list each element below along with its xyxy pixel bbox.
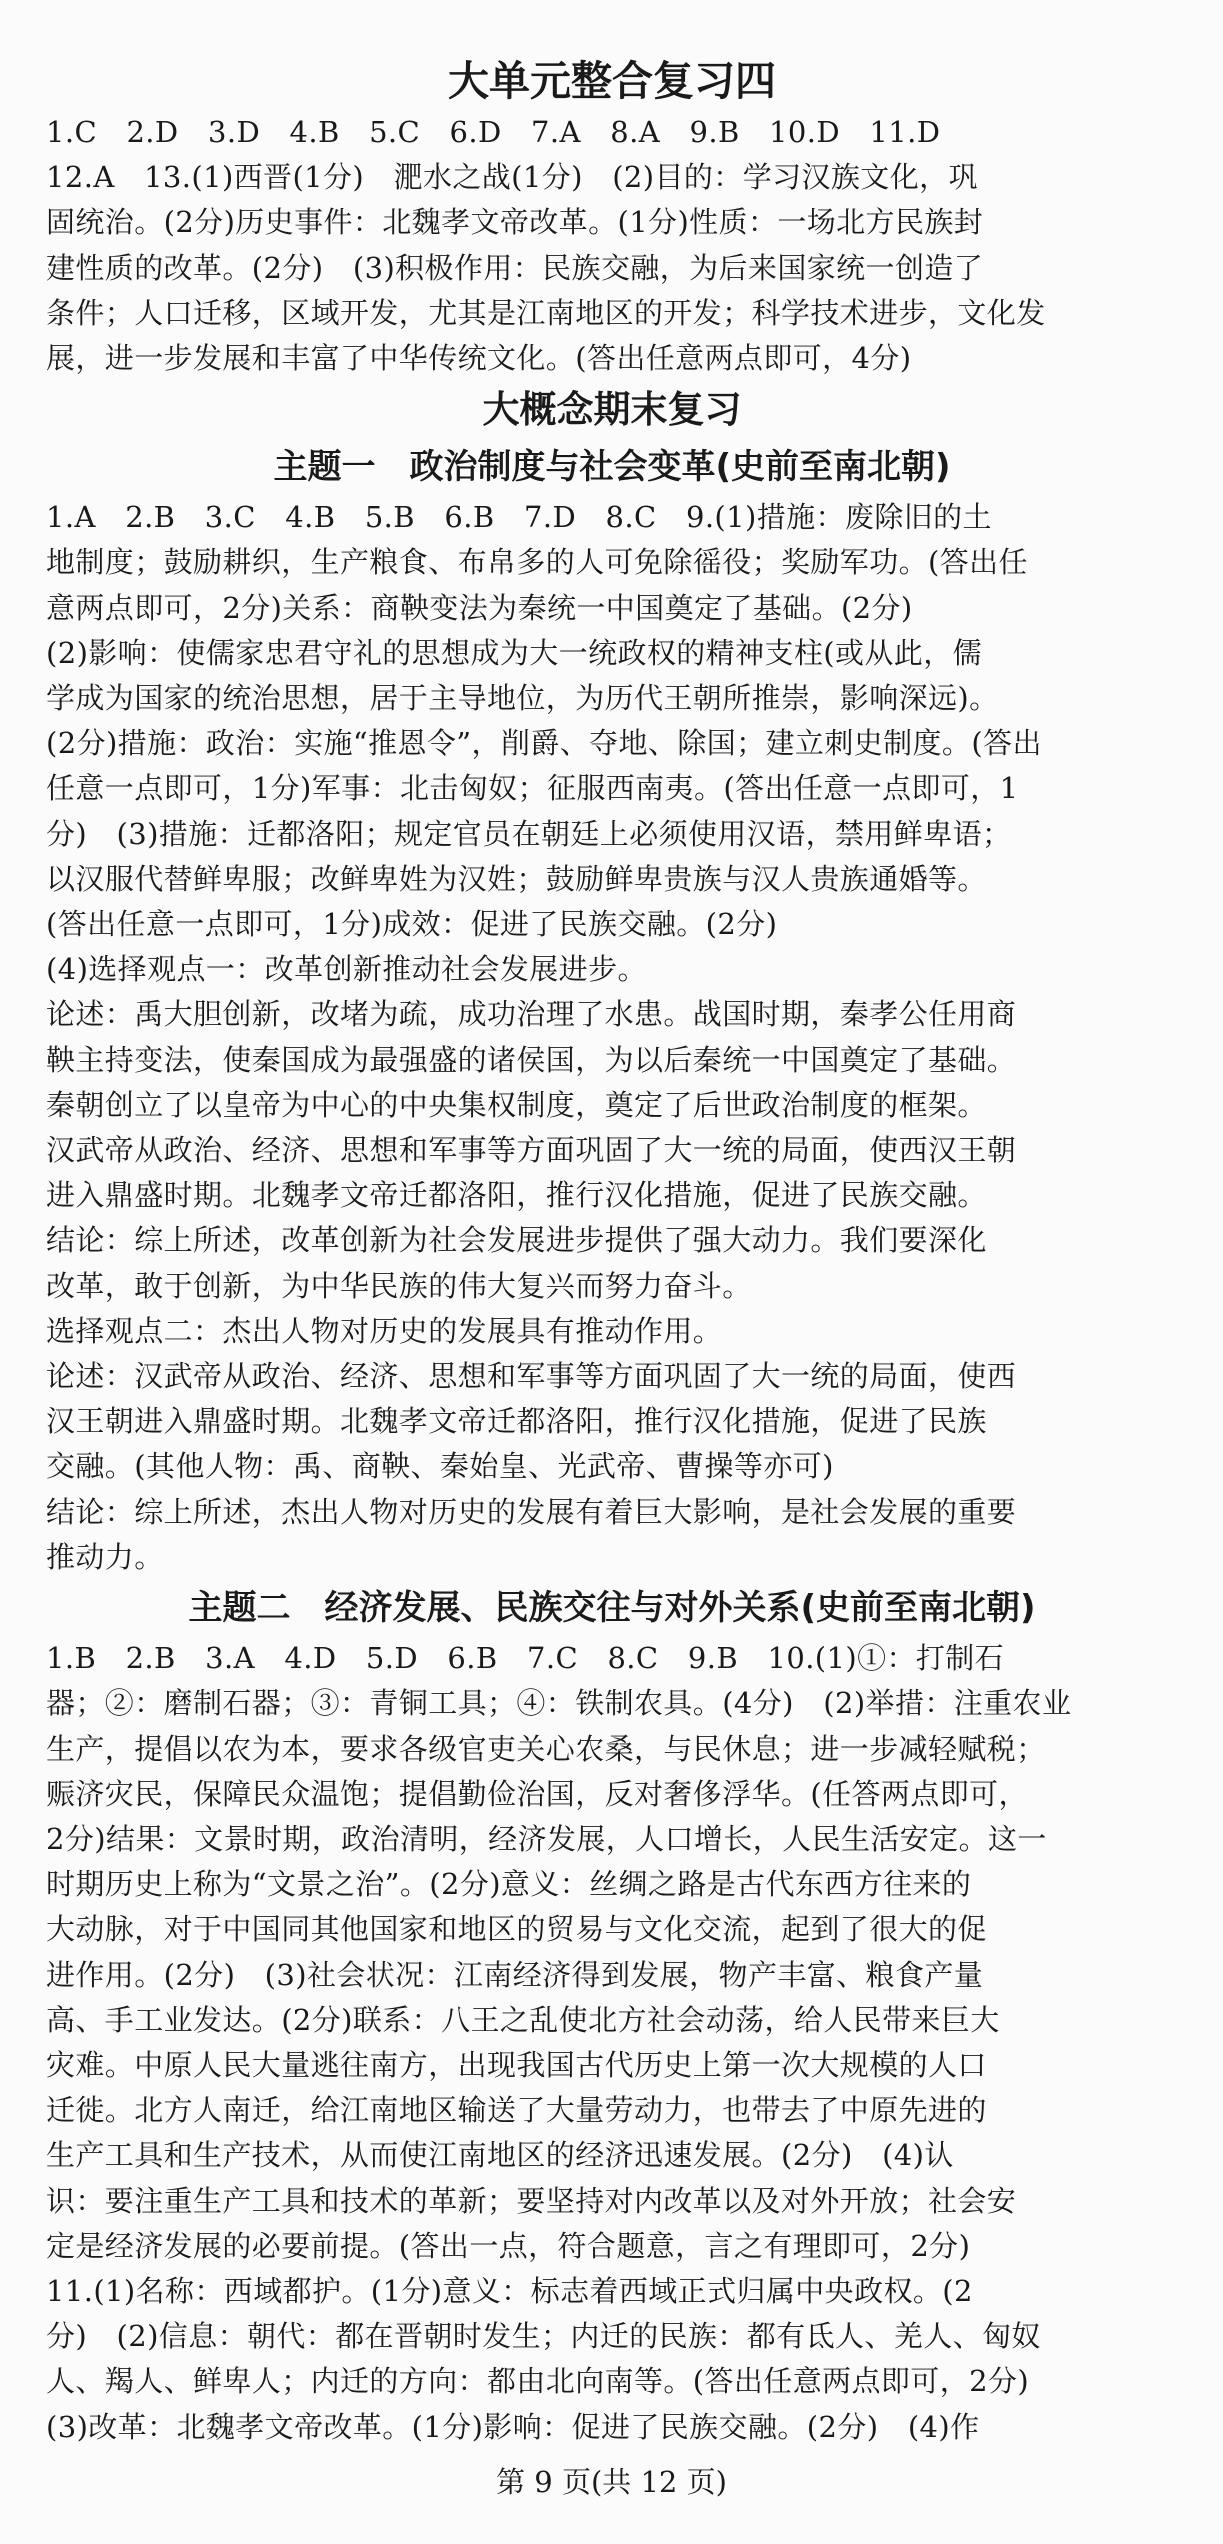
answer-line: 进作用。(2分) (3)社会状况：江南经济得到发展，物产丰富、粮食产量 bbox=[46, 1957, 984, 1992]
answer-line: 条件；人口迁移，区域开发，尤其是江南地区的开发；科学技术进步，文化发 bbox=[46, 295, 1046, 330]
answer-line: 任意一点即可，1分)军事：北击匈奴；征服西南夷。(答出任意一点即可，1 bbox=[46, 771, 1019, 806]
answer-line: 12.A 13.(1)西晋(1分) 淝水之战(1分) (2)目的：学习汉族文化，巩 bbox=[46, 160, 978, 195]
answer-line: 意两点即可，2分)关系：商鞅变法为秦统一中国奠定了基础。(2分) bbox=[46, 590, 913, 625]
answer-line: 以汉服代替鲜卑服；改鲜卑姓为汉姓；鼓励鲜卑贵族与汉人贵族通婚等。 bbox=[46, 861, 987, 896]
answer-line: 识：要注重生产工具和技术的革新；要坚持对内改革以及对外开放；社会安 bbox=[46, 2183, 1017, 2218]
answer-line: 迁徙。北方人南迁，给江南地区输送了大量劳动力，也带去了中原先进的 bbox=[46, 2093, 987, 2128]
topic-one-answers bbox=[46, 495, 1178, 1580]
answer-line: 1.A 2.B 3.C 4.B 5.B 6.B 7.D 8.C 9.(1)措施：废除旧的土 bbox=[46, 500, 992, 535]
answer-line: 进入鼎盛时期。北魏孝文帝迁都洛阳，推行汉化措施，促进了民族交融。 bbox=[46, 1178, 987, 1213]
answer-line: 器；②：磨制石器；③：青铜工具；④：铁制农具。(4分) (2)举措：注重农业 bbox=[46, 1686, 1072, 1721]
answer-line: 结论：综上所述，杰出人物对历史的发展有着巨大影响，是社会发展的重要 bbox=[46, 1494, 1017, 1529]
answer-line: 展，进一步发展和丰富了中华传统文化。(答出任意两点即可，4分) bbox=[46, 341, 912, 376]
answer-line: 建性质的改革。(2分) (3)积极作用：民族交融，为后来国家统一创造了 bbox=[46, 250, 984, 285]
answer-line: 论述：禹大胆创新，改堵为疏，成功治理了水患。战国时期，秦孝公任用商 bbox=[46, 997, 1017, 1032]
topic-two-answers bbox=[46, 1636, 1178, 2450]
answer-line: (答出任意一点即可，1分)成效：促进了民族交融。(2分) bbox=[46, 907, 778, 942]
answer-line: 分) (2)信息：朝代：都在晋朝时发生；内迁的民族：都有氐人、羌人、匈奴 bbox=[46, 2319, 1041, 2354]
unit-review-answers bbox=[46, 110, 1178, 381]
answer-line: 生产工具和生产技术，从而使江南地区的经济迅速发展。(2分) (4)认 bbox=[46, 2138, 954, 2173]
answer-line: 汉武帝从政治、经济、思想和军事等方面巩固了大一统的局面，使西汉王朝 bbox=[46, 1133, 1017, 1168]
answer-line: 灾难。中原人民大量逃往南方，出现我国古代历史上第一次大规模的人口 bbox=[46, 2047, 987, 2082]
answer-line: 高、手工业发达。(2分)联系：八王之乱使北方社会动荡，给人民带来巨大 bbox=[46, 2002, 1000, 2037]
answer-line: 学成为国家的统治思想，居于主导地位，为历代王朝所推崇，影响深远)。 bbox=[46, 681, 999, 716]
answer-line: 1.B 2.B 3.A 4.D 5.D 6.B 7.C 8.C 9.B 10.(1)①：打制石 bbox=[46, 1641, 1005, 1676]
page-number: 第 9 页(共 12 页) bbox=[496, 2465, 727, 2499]
topic-one-heading: 主题一 政治制度与社会变革(史前至南北朝) bbox=[273, 447, 951, 488]
answer-line: 生产，提倡以农为本，要求各级官吏关心农桑，与民休息；进一步减轻赋税； bbox=[46, 1731, 1046, 1766]
answer-line: 交融。(其他人物：禹、商鞅、秦始皇、光武帝、曹操等亦可) bbox=[46, 1449, 834, 1484]
answer-line: 固统治。(2分)历史事件：北魏孝文帝改革。(1分)性质：一场北方民族封 bbox=[46, 205, 984, 240]
answer-line: 论述：汉武帝从政治、经济、思想和军事等方面巩固了大一统的局面，使西 bbox=[46, 1359, 1017, 1394]
answer-line: 秦朝创立了以皇帝为中心的中央集权制度，奠定了后世政治制度的框架。 bbox=[46, 1087, 987, 1122]
unit-review-title: 大单元整合复习四 bbox=[448, 57, 776, 105]
answer-line: 大动脉，对于中国同其他国家和地区的贸易与文化交流，起到了很大的促 bbox=[46, 1912, 987, 1947]
answer-line: (2分)措施：政治：实施“推恩令”，削爵、夺地、除国；建立刺史制度。(答出 bbox=[46, 726, 1042, 761]
answer-page bbox=[46, 52, 1178, 2450]
answer-line: 1.C 2.D 3.D 4.B 5.C 6.D 7.A 8.A 9.B 10.D 11.D bbox=[46, 115, 941, 149]
answer-line: (3)改革：北魏孝文帝改革。(1分)影响：促进了民族交融。(2分) (4)作 bbox=[46, 2409, 980, 2444]
answer-line: 地制度；鼓励耕织，生产粮食、布帛多的人可免除徭役；奖励军功。(答出任 bbox=[46, 545, 1028, 580]
answer-line: (2)影响：使儒家忠君守礼的思想成为大一统政权的精神支柱(或从此，儒 bbox=[46, 635, 982, 670]
answer-line: (4)选择观点一：改革创新推动社会发展进步。 bbox=[46, 952, 647, 987]
answer-line: 汉王朝进入鼎盛时期。北魏孝文帝迁都洛阳，推行汉化措施，促进了民族 bbox=[46, 1404, 987, 1439]
answer-line: 鞅主持变法，使秦国成为最强盛的诸侯国，为以后秦统一中国奠定了基础。 bbox=[46, 1042, 1017, 1077]
answer-line: 结论：综上所述，改革创新为社会发展进步提供了强大动力。我们要深化 bbox=[46, 1223, 987, 1258]
answer-line: 选择观点二：杰出人物对历史的发展具有推动作用。 bbox=[46, 1313, 723, 1348]
answer-line: 分) (3)措施：迁都洛阳；规定官员在朝廷上必须使用汉语，禁用鲜卑语； bbox=[46, 816, 1012, 851]
answer-line: 时期历史上称为“文景之治”。(2分)意义：丝绸之路是古代东西方往来的 bbox=[46, 1867, 972, 1902]
answer-line: 2分)结果：文景时期，政治清明，经济发展，人口增长，人民生活安定。这一 bbox=[46, 1821, 1047, 1856]
answer-line: 赈济灾民，保障民众温饱；提倡勤俭治国，反对奢侈浮华。(任答两点即可， bbox=[46, 1776, 1028, 1811]
answer-line: 改革，敢于创新，为中华民族的伟大复兴而努力奋斗。 bbox=[46, 1268, 752, 1303]
answer-line: 11.(1)名称：西域都护。(1分)意义：标志着西域正式归属中央政权。(2 bbox=[46, 2273, 973, 2308]
answer-line: 人、羯人、鲜卑人；内迁的方向：都由北向南等。(答出任意两点即可，2分) bbox=[46, 2364, 1030, 2399]
answer-line: 推动力。 bbox=[46, 1539, 164, 1574]
answer-line: 定是经济发展的必要前提。(答出一点，符合题意，言之有理即可，2分) bbox=[46, 2228, 971, 2263]
topic-two-heading: 主题二 经济发展、民族交往与对外关系(史前至南北朝) bbox=[188, 1588, 1036, 1629]
final-review-title: 大概念期末复习 bbox=[482, 388, 742, 432]
